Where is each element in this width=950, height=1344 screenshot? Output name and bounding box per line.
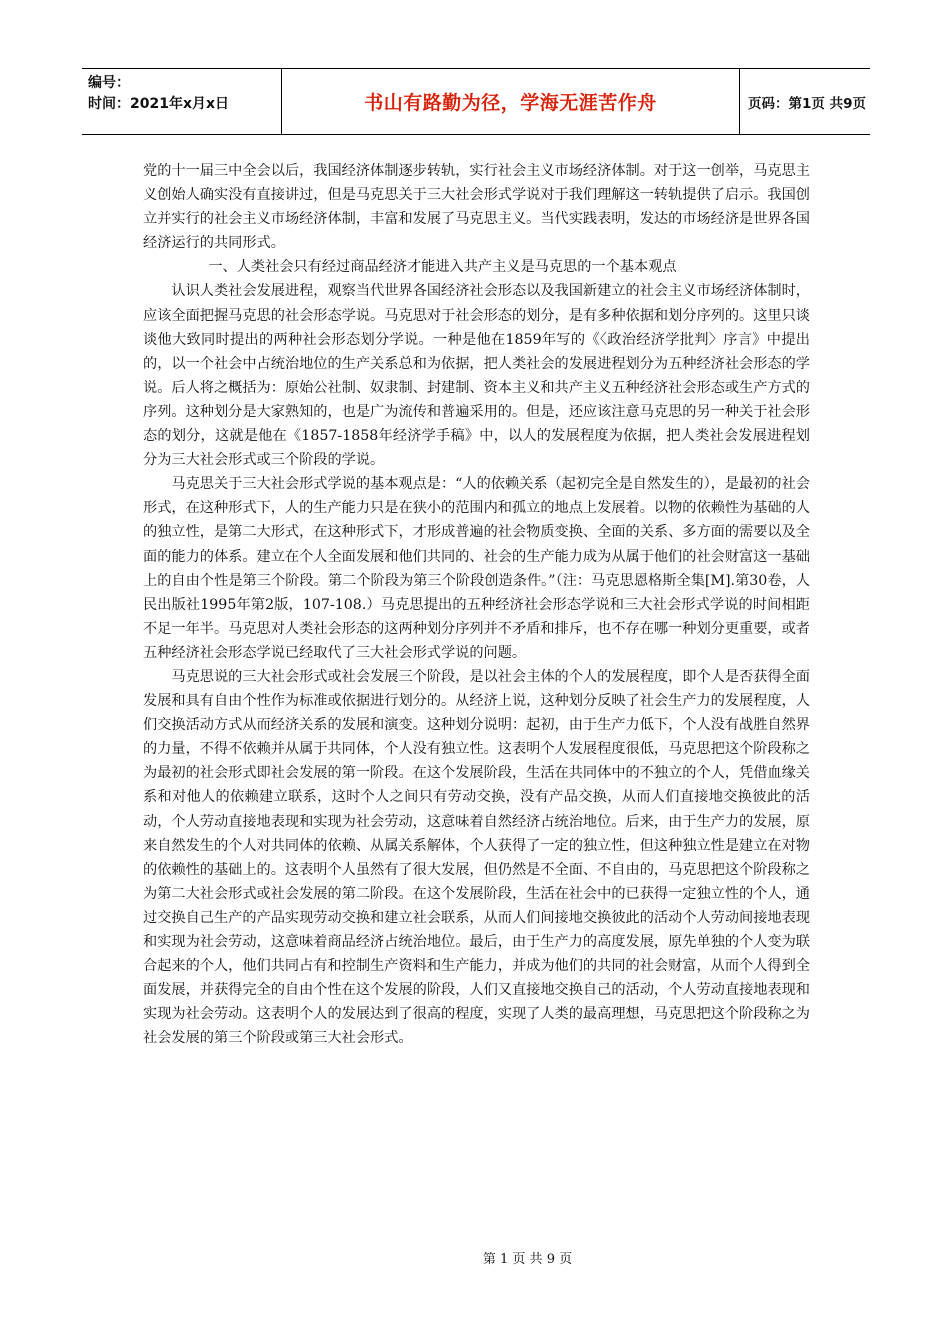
section-heading: 一、人类社会只有经过商品经济才能进入共产主义是马克思的一个基本观点 — [208, 259, 677, 276]
body-paragraph: 马克思关于三大社会形式学说的基本观点是：“人的依赖关系（起初完全是自然发生的），是最初的社会形式，在这种形式下，人的生产能力只是在狭小的范围内和孤立的地点上发展着。以物的依赖性为基础的人的独立性，是第二大形式，在这种形式下，才形成普遍的社会物质变换、全面的关系、多方面的需要以及全面的能力的体系。建立在个人全面发展和他们共同的、社会的生产能力成为从属于他们的社会财富这一基础上的自由个性是第三个阶段。第二个阶段为第三个阶段创造条件。”（注：马克思恩格斯全集[M].第30卷，人民出版社1995年第2版，107-108.）马克思提出的五种经济社会形态学说和三大社会形式学说的时间相距不足一年半。马克思对人类社会形态的这两种划分序列并不矛盾和排斥，也不存在哪一种划分更重要，或者五种经济社会形态学说已经取代了三大社会形式学说的问题。 — [143, 476, 810, 661]
header-center-cell — [282, 69, 740, 134]
motto-text: 书山有路勤为径，学海无涯苦作舟 — [364, 92, 657, 114]
date-label: 时间：2021年x月x日 — [88, 96, 230, 112]
page-info-label: 页码：第1页 共9页 — [748, 95, 866, 112]
serial-number-label: 编号： — [88, 75, 130, 91]
body-paragraph: 马克思说的三大社会形式或社会发展三个阶段，是以社会主体的个人的发展程度，即个人是否获得全面发展和具有自由个性作为标准或依据进行划分的。从经济上说，这种划分反映了社会生产力的发展程度，人们交换活动方式从而经济关系的发展和演变。这种划分说明：起初，由于生产力低下，个人没有战胜自然界的力量，不得不依赖并从属于共同体，个人没有独立性。这表明个人发展程度很低，马克思把这个阶段称之为最初的社会形式即社会发展的第一阶段。在这个发展阶段，生活在共同体中的不独立的个人，凭借血缘关系和对他人的依赖建立联系，这时个人之间只有劳动交换，没有产品交换，从而人们直接地交换彼此的活动，个人劳动直接地表现和实现为社会劳动，这意味着自然经济占统治地位。后来，由于生产力的发展，原来自然发生的个人对共同体的依赖、从属关系解体，个人获得了一定的独立性，但这种独立性是建立在对物的依赖性的基础上的。这表明个人虽然有了很大发展，但仍然是不全面、不自由的，马克思把这个阶段称之为第二大社会形式或社会发展的第二阶段。在这个发展阶段，生活在社会中的已获得一定独立性的个人，通过交换自己生产的产品实现劳动交换和建立社会联系，从而人们间接地交换彼此的活动个人劳动间接地表现和实现为社会劳动，这意味着商品经济占统治地位。最后，由于生产力的高度发展，原先单独的个人变为联合起来的个人，他们共同占有和控制生产资料和生产能力，并成为他们的共同的社会财富，从而个人得到全面发展，并获得完全的自由个性在这个发展的阶段，人们又直接地交换自己的活动，个人劳动直接地表现和实现为社会劳动。这表明个人的发展达到了很高的程度，实现了人类的最高理想，马克思把这个阶段称之为社会发展的第三个阶段或第三大社会形式。 — [143, 668, 810, 1047]
page-header — [82, 68, 870, 135]
document-body — [143, 159, 810, 1050]
body-paragraph: 认识人类社会发展进程，观察当代世界各国经济社会形态以及我国新建立的社会主义市场经济体制时，应该全面把握马克思的社会形态学说。马克思对于社会形态的划分，是有多种依据和划分序列的。这里只谈谈他大致同时提出的两种社会形态划分学说。一种是他在1859年写的《〈政治经济学批判〉序言》中提出的，以一个社会中占统治地位的生产关系总和为依据，把人类社会的发展进程划分为五种经济社会形态的学说。后人将之概括为：原始公社制、奴隶制、封建制、资本主义和共产主义五种经济社会形态或生产方式的序列。这种划分是大家熟知的，也是广为流传和普遍采用的。但是，还应该注意马克思的另一种关于社会形态的划分，这就是他在《1857-1858年经济学手稿》中，以人的发展程度为依据，把人类社会发展进程划分为三大社会形式或三个阶段的学说。 — [143, 283, 810, 469]
body-paragraph-intro: 党的十一届三中全会以后，我国经济体制逐步转轨，实行社会主义市场经济体制。对于这一创举，马克思主义创始人确实没有直接讲过，但是马克思关于三大社会形式学说对于我们理解这一转轨提供了启示。我国创立并实行的社会主义市场经济体制，丰富和发展了马克思主义。当代实践表明，发达的市场经济是世界各国经济运行的共同形式。 — [143, 163, 810, 252]
header-right-cell — [740, 69, 870, 134]
page-footer — [0, 1248, 950, 1267]
footer-page-number: 第 1 页 共 9 页 — [482, 1252, 573, 1267]
header-left-cell — [82, 69, 282, 134]
